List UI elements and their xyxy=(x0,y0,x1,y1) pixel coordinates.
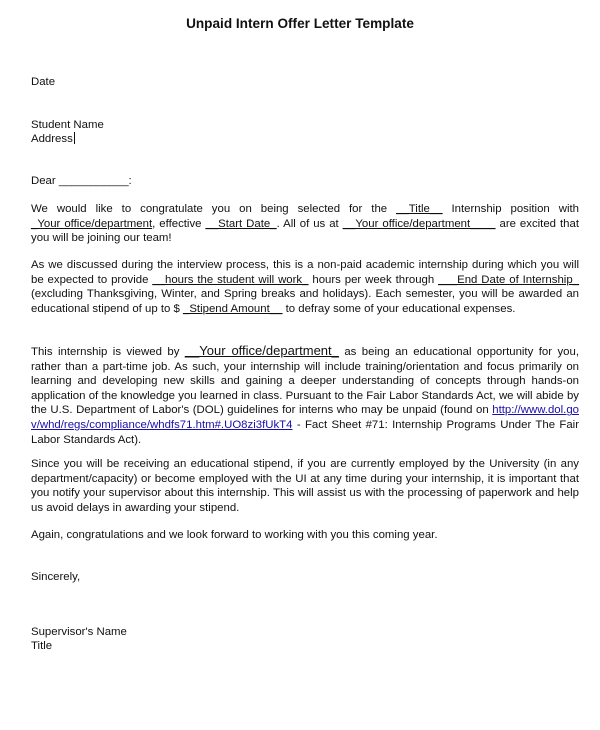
salutation xyxy=(31,174,132,189)
p3-text-1: This internship is viewed by xyxy=(31,346,185,358)
address-line xyxy=(31,132,75,147)
paragraph-congratulations xyxy=(31,202,579,246)
p2-text-4: to defray some of your educational expenses. xyxy=(282,302,516,315)
office-field-2: __Your office/department____ xyxy=(342,217,496,230)
supervisor-name: Supervisor's Name xyxy=(31,626,127,638)
office-field: _Your office/department xyxy=(31,217,153,230)
address-label: Address xyxy=(31,133,73,145)
p1-text-4: . All of us at xyxy=(276,217,343,230)
p1-text-1: We would like to congratulate you on being selected for the xyxy=(31,203,397,215)
p1-text-3: , effective xyxy=(152,217,206,230)
title-field: __Title__ xyxy=(396,203,443,215)
p2-text-1: As we discussed during the interview process, this is a non-paid academic internship during which you will be expected to provide xyxy=(31,259,579,286)
office-field-3: __Your office/department_ xyxy=(184,343,339,358)
salutation-blank: ___________: xyxy=(58,175,132,187)
dol-fact-sheet-link[interactable]: http://www.dol.gov/whd/regs/compliance/whdfs71.htm#.UO8zi3fUkT4 xyxy=(31,404,579,431)
p2-text-2: hours per week through xyxy=(308,273,439,286)
paragraph-closing-remark: Again, congratulations and we look forward to working with you this coming year. xyxy=(31,529,438,541)
text-cursor xyxy=(74,132,75,144)
salutation-text: Dear xyxy=(31,175,56,187)
date-line: Date xyxy=(31,76,56,88)
paragraph-internship-details xyxy=(31,258,579,316)
end-date-field: ___End Date of Internship_ xyxy=(438,273,579,286)
closing-sincerely: Sincerely, xyxy=(31,571,81,583)
document-title: Unpaid Intern Offer Letter Template xyxy=(186,16,414,31)
student-name-line: Student Name xyxy=(31,119,104,131)
p1-text-5: are excited that you will be joining our team! xyxy=(31,217,579,245)
start-date-field: __Start Date_ xyxy=(205,217,277,230)
supervisor-title: Title xyxy=(31,640,53,652)
p2-text-3: (excluding Thanksgiving, Winter, and Spring breaks and holidays). Each semester, you will be awarded an educational stipend of up to $ xyxy=(31,288,579,315)
p3-text-2: as being an educational opportunity for you, rather than a part-time job. As such, your internship will include training/orientation and focus primarily on learning and developing new skills and gaining a deeper understanding of concepts through hands-on application of the knowledge you learned in class. Pursuant to the Fair Labor Standards Act, we will abide by the U.S. Department of Labor's (DOL) guidelines for interns who may be unpaid (found on xyxy=(31,346,579,417)
paragraph-educational-opportunity xyxy=(31,344,579,447)
p1-text-2: Internship position with xyxy=(442,203,579,215)
paragraph-stipend-employment: Since you will be receiving an educational stipend, if you are currently employed by the University (in any department/capacity) or become employed with the UI at any time during your internship, it is important that you notify your supervisor about this internship. This will assist us with the processing of paperwork and help us avoid delays in awarding your stipend. xyxy=(31,458,579,514)
stipend-amount-field: _Stipend Amount__ xyxy=(183,302,283,315)
hours-field: __hours the student will work_ xyxy=(152,273,309,286)
p3-text-3: - Fact Sheet #71: Internship Programs Under The Fair Labor Standards Act). xyxy=(31,418,579,446)
